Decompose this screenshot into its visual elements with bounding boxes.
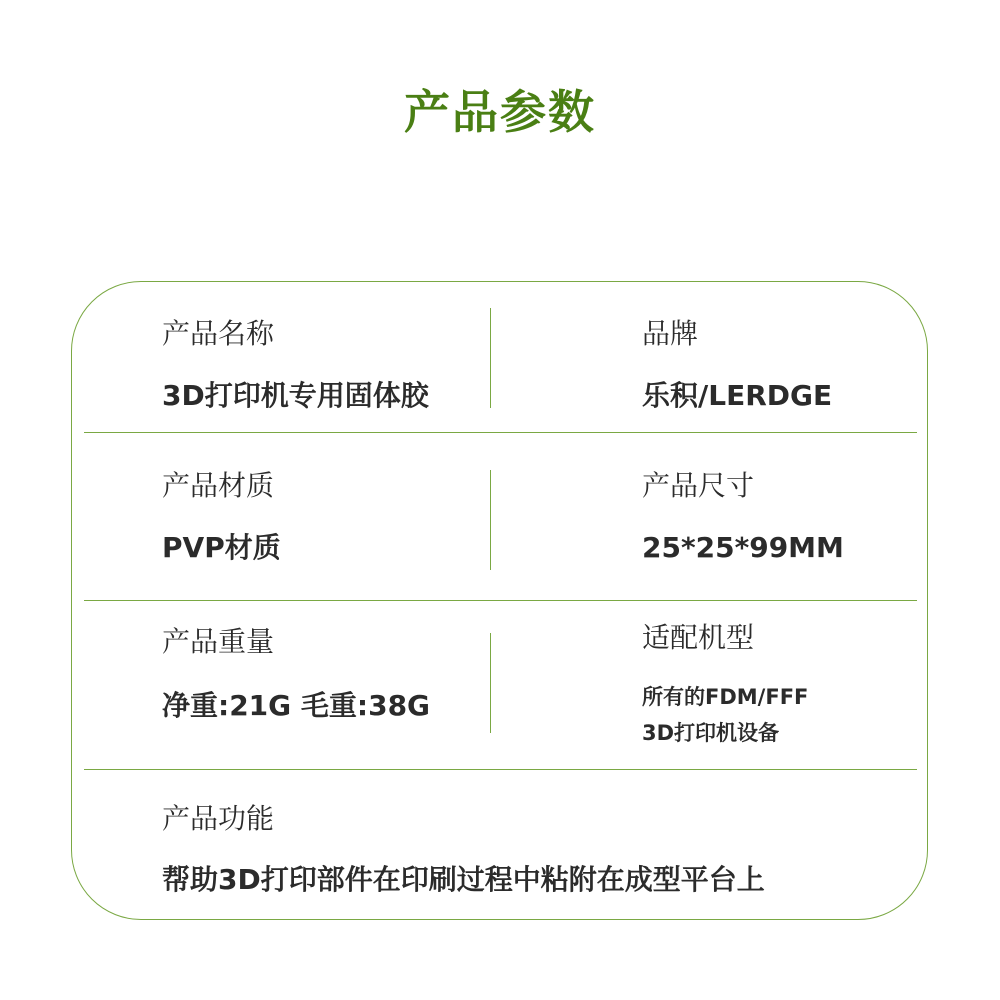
brand-value: 乐积/LERDGE [642, 379, 833, 412]
compatible-models-line-2: 3D打印机设备 [642, 721, 780, 745]
compatible-models-line-1: 所有的FDM/FFF [642, 685, 809, 709]
size-label: 产品尺寸 [642, 469, 755, 502]
row-separator-2 [84, 600, 917, 601]
row-separator-3 [84, 769, 917, 770]
product-name-value: 3D打印机专用固体胶 [162, 379, 429, 412]
weight-value: 净重:21G 毛重:38G [162, 689, 431, 722]
function-label: 产品功能 [162, 802, 275, 835]
row1-divider [490, 308, 491, 408]
function-value: 帮助3D打印部件在印刷过程中粘附在成型平台上 [162, 863, 765, 896]
compatible-models-label: 适配机型 [642, 621, 755, 654]
row-separator-1 [84, 432, 917, 433]
brand-label: 品牌 [642, 317, 699, 350]
material-label: 产品材质 [162, 469, 275, 502]
size-value: 25*25*99MM [642, 531, 844, 564]
page-title: 产品参数 [404, 85, 596, 139]
row3-divider [490, 633, 491, 733]
row2-divider [490, 470, 491, 570]
product-name-label: 产品名称 [162, 317, 275, 350]
weight-label: 产品重量 [162, 625, 275, 658]
material-value: PVP材质 [162, 531, 281, 564]
